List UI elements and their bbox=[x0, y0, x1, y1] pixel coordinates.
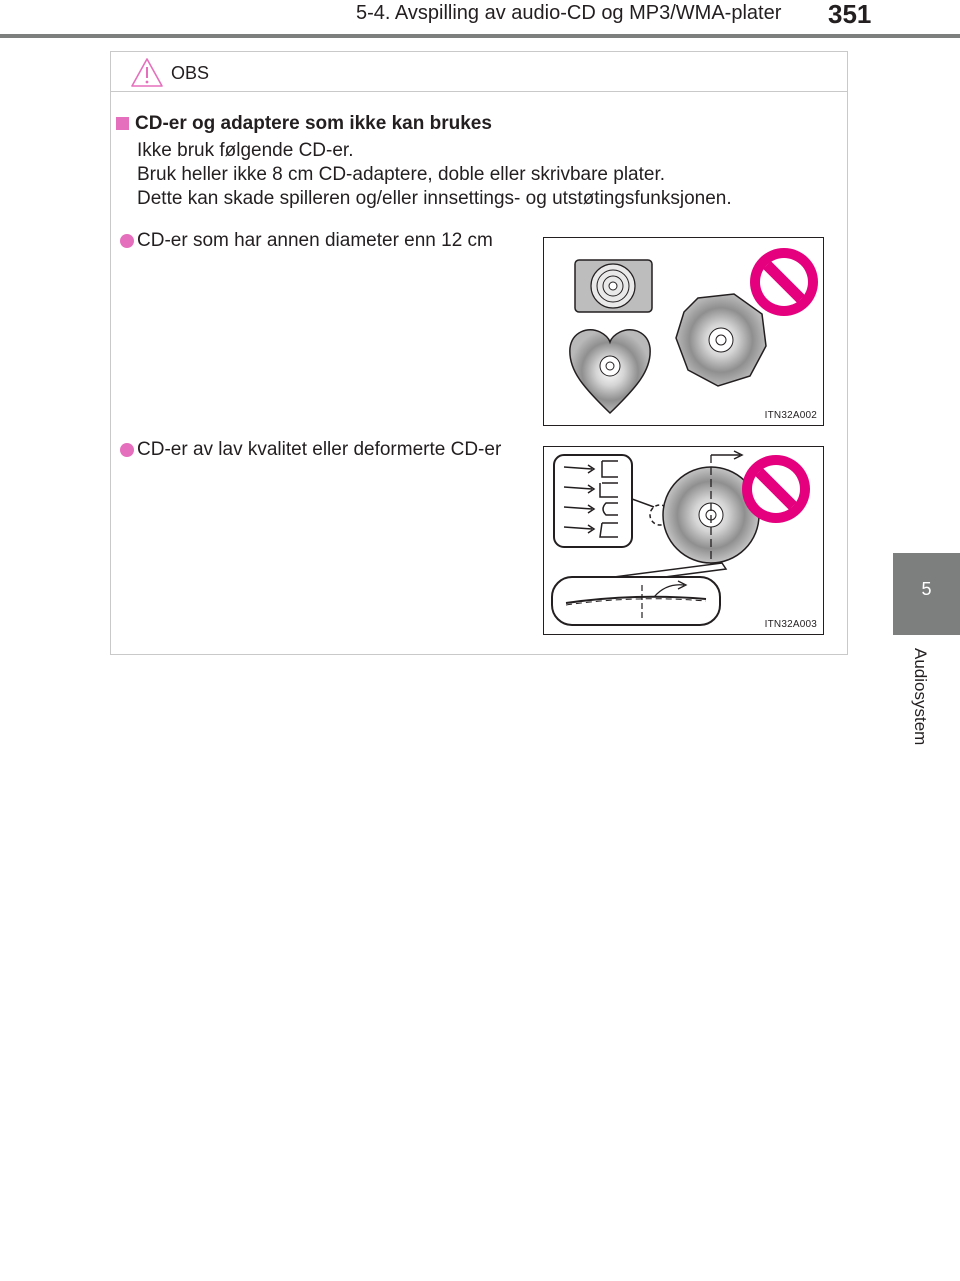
section-heading bbox=[116, 113, 492, 135]
page-number: 351 bbox=[828, 0, 872, 29]
figure-code: ITN32A002 bbox=[764, 410, 817, 421]
note-header bbox=[111, 52, 847, 92]
item-text: CD-er som har annen diameter enn 12 cm bbox=[137, 230, 493, 251]
heart-disc-icon bbox=[570, 330, 650, 413]
chapter-number: 5 bbox=[921, 579, 932, 599]
chapter-tab bbox=[893, 553, 960, 635]
section-heading-text: CD-er og adaptere som ikke kan brukes bbox=[135, 113, 492, 134]
note-box bbox=[110, 51, 848, 655]
round-bullet-icon bbox=[120, 443, 134, 457]
edge-detail-callout bbox=[554, 455, 670, 547]
disc-icon bbox=[663, 451, 759, 567]
item-text: CD-er av lav kvalitet eller deformerte CD-er bbox=[137, 439, 502, 460]
intro-line: Ikke bruk følgende CD-er. bbox=[137, 140, 354, 161]
octagon-disc-icon bbox=[676, 294, 766, 386]
square-bullet-icon bbox=[116, 117, 129, 130]
intro-line: Dette kan skade spilleren og/eller innsettings- og utstøtingsfunksjonen. bbox=[137, 188, 732, 209]
warning-triangle-icon bbox=[130, 57, 164, 88]
figure-code: ITN32A003 bbox=[764, 619, 817, 630]
header-title: 5-4. Avspilling av audio-CD og MP3/WMA-plater bbox=[356, 2, 782, 24]
square-disc-icon bbox=[575, 260, 652, 312]
chapter-label: Audiosystem bbox=[911, 648, 930, 746]
prohibition-sign-icon bbox=[750, 248, 818, 316]
illustration-deformed-discs bbox=[543, 446, 824, 635]
round-bullet-icon bbox=[120, 234, 134, 248]
illustration-wrong-size-discs bbox=[543, 237, 824, 426]
intro-line: Bruk heller ikke 8 cm CD-adaptere, doble eller skrivbare plater. bbox=[137, 164, 666, 185]
prohibition-sign-icon bbox=[742, 455, 810, 523]
header-rule bbox=[0, 34, 960, 38]
note-label: OBS bbox=[171, 63, 210, 83]
warped-disc-profile bbox=[552, 563, 726, 625]
